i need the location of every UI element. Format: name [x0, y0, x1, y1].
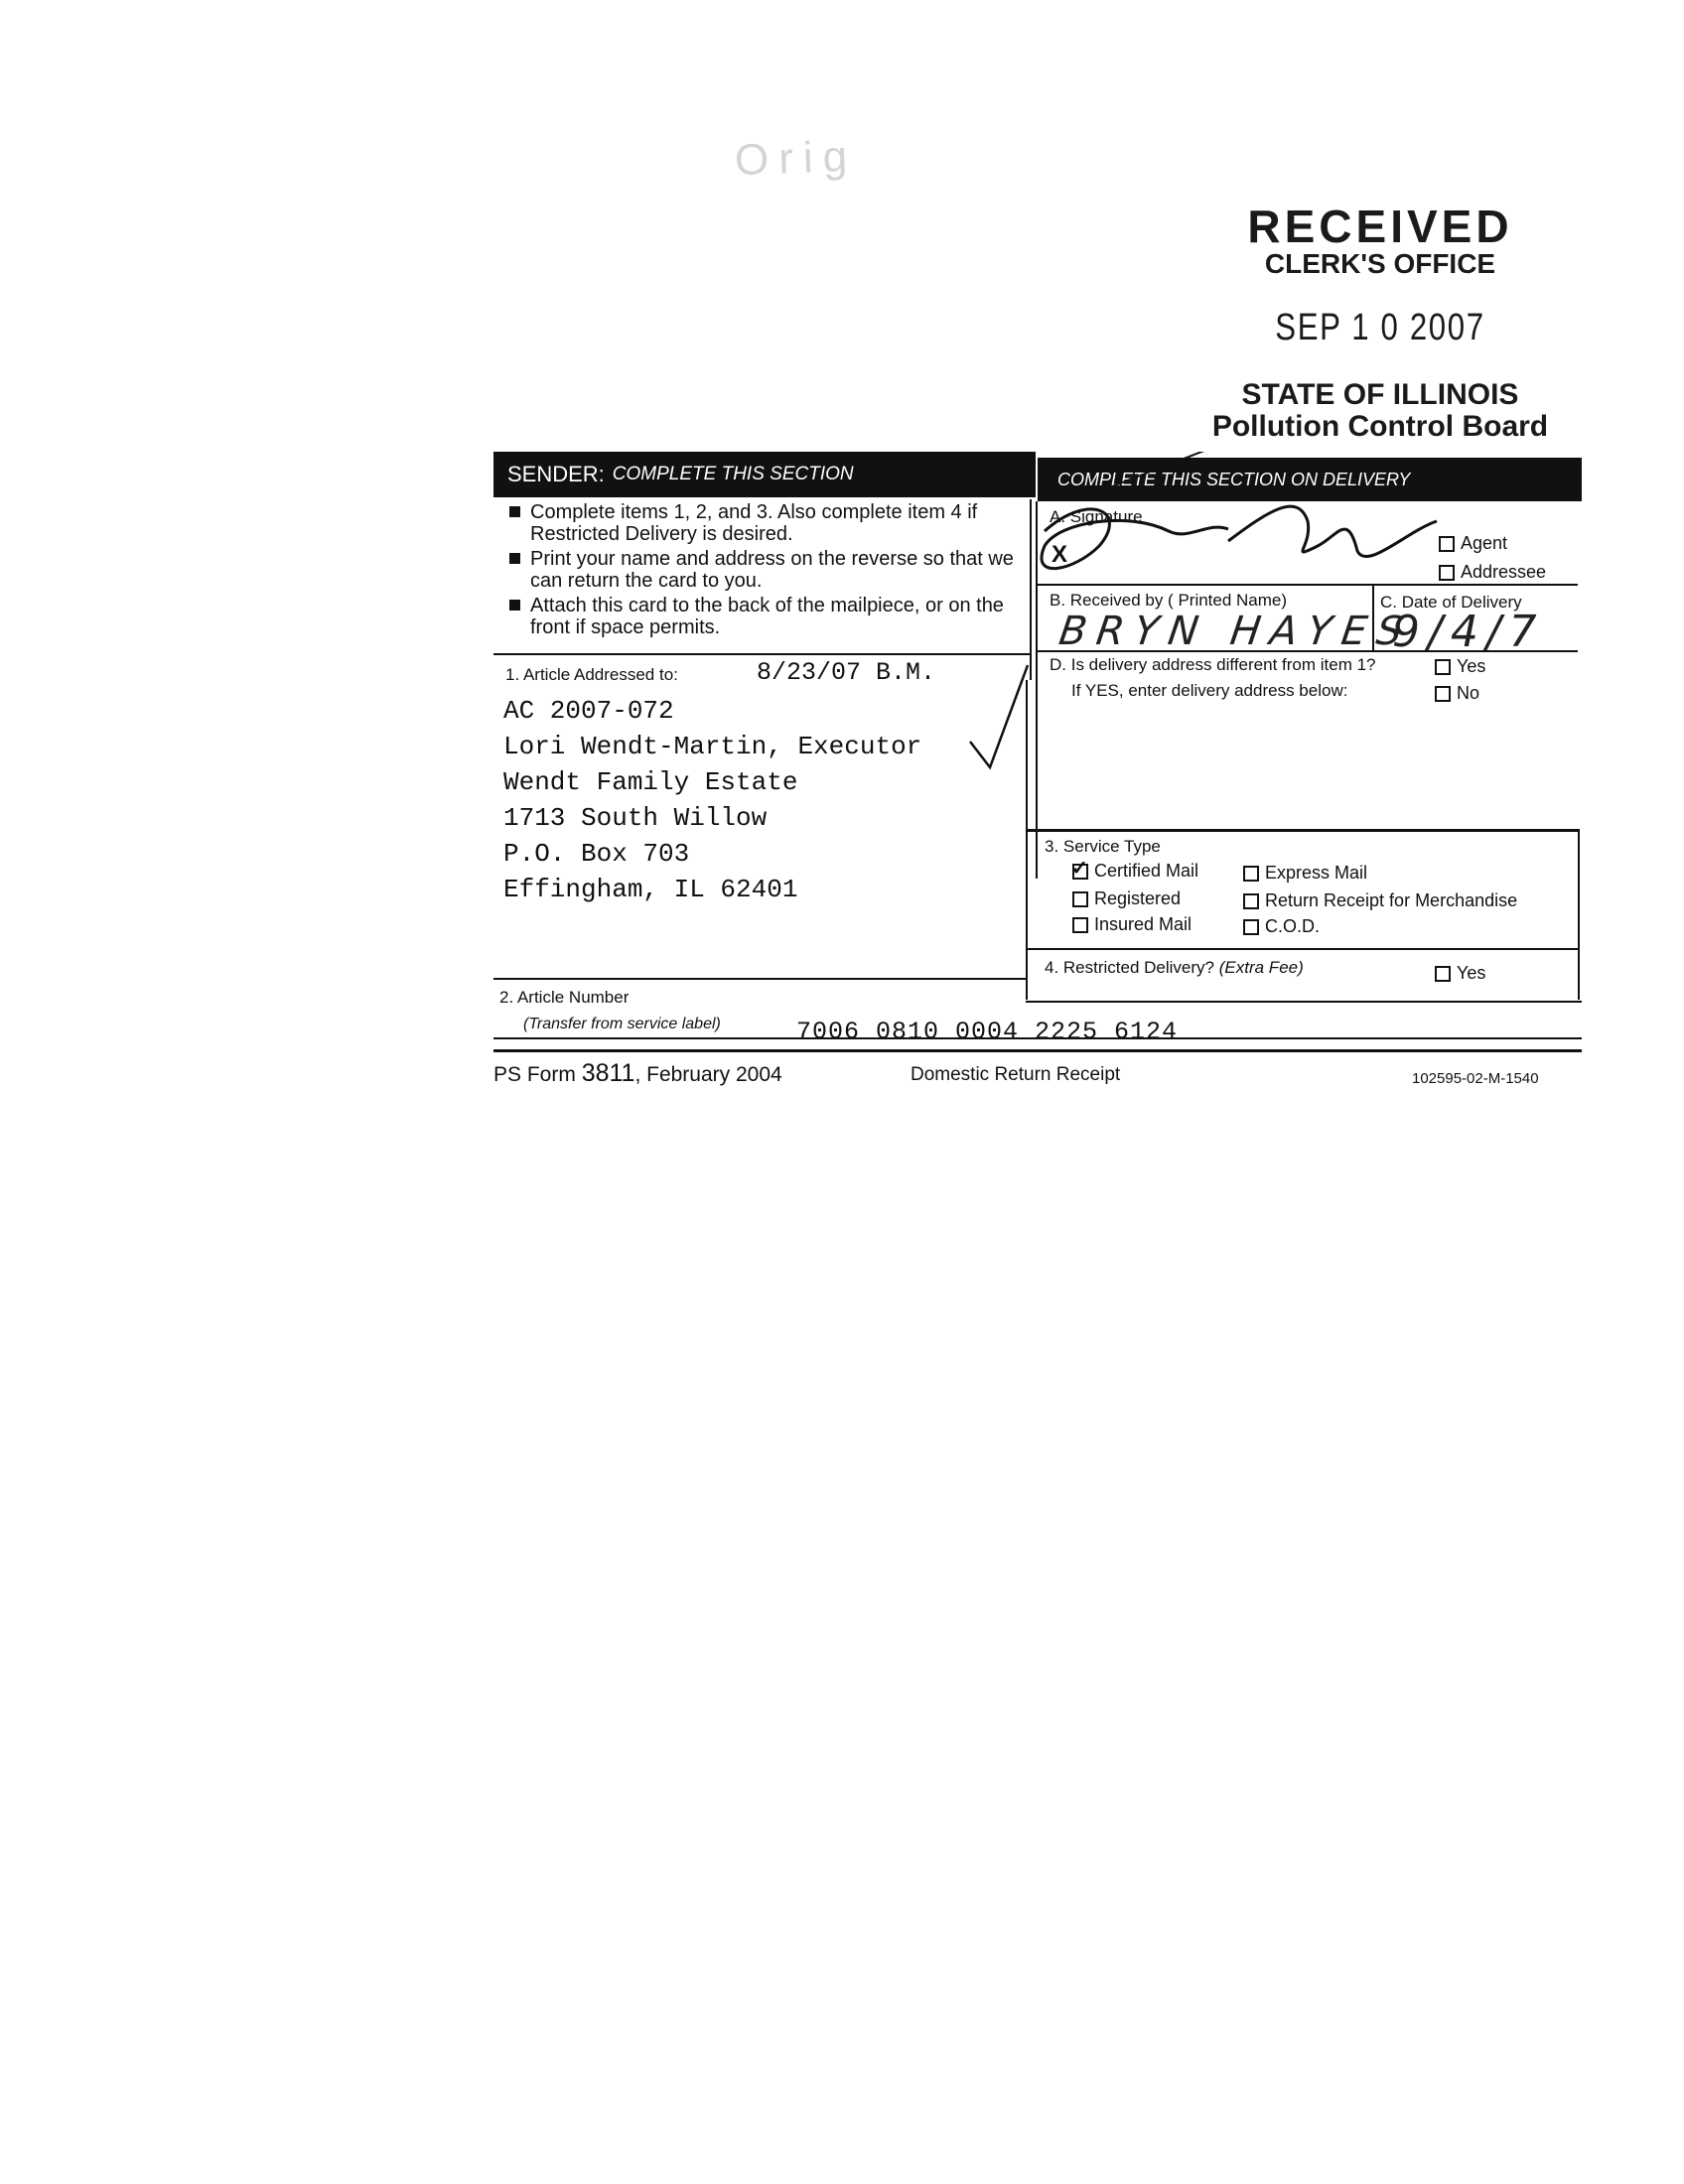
- address-line: P.O. Box 703: [503, 839, 690, 869]
- received-by-label: B. Received by ( Printed Name): [1050, 591, 1288, 610]
- check-mark: [970, 665, 1028, 767]
- signature-stroke: [1099, 452, 1240, 491]
- article-number-sublabel: (Transfer from service label): [523, 1016, 721, 1032]
- faint-bleed-through-text: Orig: [734, 131, 858, 186]
- restricted-delivery-yes: Yes: [1435, 963, 1485, 984]
- signature-scribble: [1042, 509, 1228, 569]
- received-by-handwritten: BRYN HAYES: [1055, 609, 1416, 654]
- form-code: 102595-02-M-1540: [1412, 1070, 1539, 1087]
- article-number-label: 2. Article Number: [499, 988, 630, 1007]
- signature-label: A. Signature: [1050, 507, 1143, 526]
- sender-header-label: SENDER:: [507, 462, 605, 486]
- delivery-date-handwritten: 9/4/7: [1392, 607, 1545, 657]
- article-addressed-label: 1. Article Addressed to:: [505, 665, 678, 684]
- form-identifier: PS Form 3811, February 2004: [493, 1059, 782, 1087]
- service-express-mail: Express Mail: [1243, 863, 1367, 884]
- sender-header-instruction: COMPLETE THIS SECTION: [612, 464, 854, 484]
- checked-checkbox-icon: ✓: [1071, 857, 1088, 880]
- different-address-question: D. Is delivery address different from item 1?: [1050, 655, 1376, 674]
- instruction-item: Complete items 1, 2, and 3. Also complete item 4 if Restricted Delivery is desired.: [509, 501, 1026, 545]
- service-registered: Registered: [1072, 888, 1181, 909]
- return-receipt-card: [493, 452, 1582, 1107]
- address-line: 1713 South Willow: [503, 803, 768, 833]
- instruction-item: Print your name and address on the reverse so that we can return the card to you.: [509, 548, 1026, 592]
- stamp-office: CLERK'S OFFICE: [1264, 248, 1496, 279]
- signature-x-mark: X: [1052, 541, 1068, 568]
- article-date-stamp: 8/23/07 B.M.: [757, 658, 936, 687]
- stamp-date: SEP 1 0 2007: [1275, 307, 1485, 348]
- different-address-no: No: [1435, 683, 1479, 704]
- service-return-receipt-merchandise: Return Receipt for Merchandise: [1243, 890, 1517, 911]
- signature-scribble: [1228, 506, 1437, 556]
- service-insured-mail: Insured Mail: [1072, 914, 1192, 935]
- stamp-board: Pollution Control Board: [1211, 410, 1549, 443]
- address-line: AC 2007-072: [503, 696, 674, 726]
- agent-option: Agent: [1439, 533, 1507, 554]
- address-line: Wendt Family Estate: [503, 767, 798, 797]
- stamp-title: RECEIVED: [1247, 201, 1513, 252]
- delivery-section-header: COMPLETE THIS SECTION ON DELIVERY: [1038, 458, 1582, 501]
- different-address-yes: Yes: [1435, 656, 1485, 677]
- service-certified-mail: ✓ Certified Mail: [1071, 857, 1199, 881]
- stamp-state: STATE OF ILLINOIS: [1241, 378, 1519, 411]
- article-number-value: 7006 0810 0004 2225 6124: [796, 1018, 1179, 1046]
- delivery-date-label: C. Date of Delivery: [1380, 593, 1522, 612]
- handwritten-marks: [493, 452, 1582, 1107]
- received-stamp: [1152, 201, 1609, 443]
- service-type-label: 3. Service Type: [1045, 837, 1161, 856]
- restricted-delivery-label: 4. Restricted Delivery? (Extra Fee): [1045, 958, 1304, 977]
- different-address-instruction: If YES, enter delivery address below:: [1071, 681, 1348, 700]
- service-cod: C.O.D.: [1243, 916, 1320, 937]
- addressee-option: Addressee: [1439, 562, 1546, 583]
- instruction-item: Attach this card to the back of the mailpiece, or on the front if space permits.: [509, 595, 1026, 638]
- form-title: Domestic Return Receipt: [911, 1064, 1121, 1085]
- address-line: Lori Wendt-Martin, Executor: [503, 732, 922, 761]
- address-line: Effingham, IL 62401: [503, 875, 798, 904]
